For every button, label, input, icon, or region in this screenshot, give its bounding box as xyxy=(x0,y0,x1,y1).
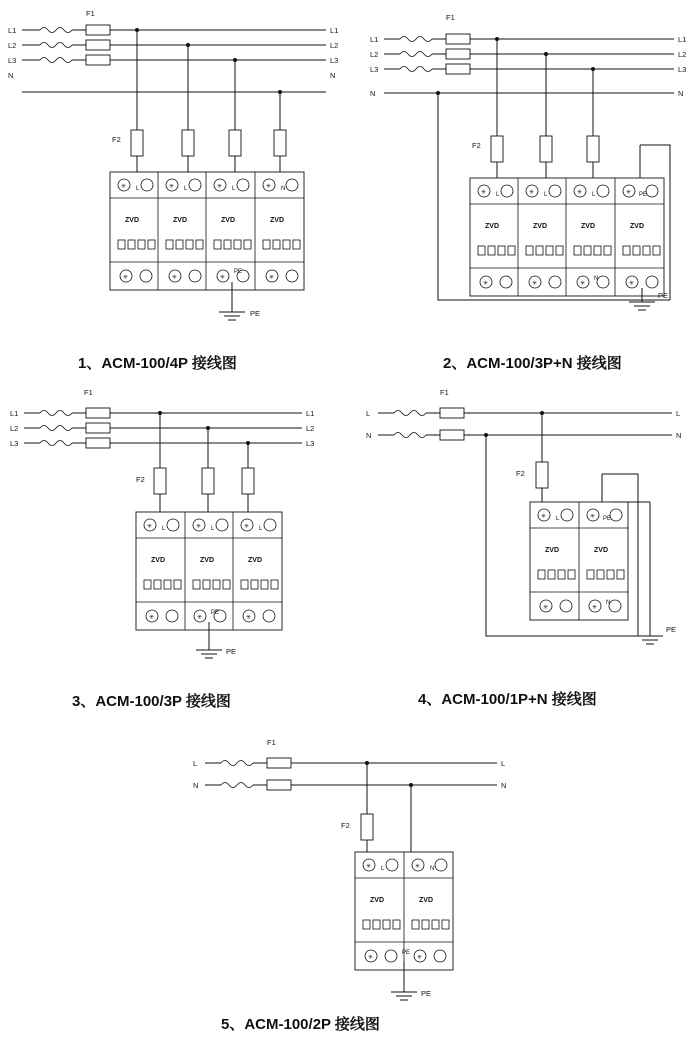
terminal-label-3: L xyxy=(232,186,236,192)
svg-text:✳: ✳ xyxy=(121,184,127,190)
diagram-acm-100-2p xyxy=(175,728,525,1018)
line-label-left-l2: L2 xyxy=(8,41,17,50)
svg-text:✳: ✳ xyxy=(629,281,635,287)
terminal-label-3: L xyxy=(259,526,263,532)
line-label-right-l1: L1 xyxy=(678,35,687,44)
line-label-left-l2: L2 xyxy=(370,50,379,59)
svg-text:✳: ✳ xyxy=(244,524,250,530)
line-label-right-n: N xyxy=(676,431,682,440)
line-label-left-l: L xyxy=(193,759,198,768)
terminal-label-2: PE xyxy=(603,516,612,522)
terminal-label-4: PE xyxy=(639,192,648,198)
line-label-left-l1: L1 xyxy=(370,35,379,44)
bottom-terminal-label-n: N xyxy=(594,276,599,282)
svg-text:✳: ✳ xyxy=(197,615,203,621)
bottom-terminal-label-n: N xyxy=(606,600,611,606)
module-label-2: ZVD xyxy=(419,897,433,904)
svg-text:✳: ✳ xyxy=(483,281,489,287)
line-label-left-n: N xyxy=(8,71,14,80)
line-label-right-l: L xyxy=(501,759,506,768)
line-label-right-l2: L2 xyxy=(330,41,339,50)
line-label-right-l1: L1 xyxy=(330,26,339,35)
caption-acm-100-1pn: 4、ACM-100/1P+N 接线图 xyxy=(418,691,597,708)
terminal-label-1: L xyxy=(381,866,385,872)
module-label-1: ZVD xyxy=(125,217,139,224)
line-label-right-l2: L2 xyxy=(306,424,315,433)
terminal-label-4: N xyxy=(281,186,286,192)
terminal-label-1: L xyxy=(136,186,140,192)
svg-text:✳: ✳ xyxy=(541,514,547,520)
terminal-label-1: L xyxy=(162,526,166,532)
module-label-1: ZVD xyxy=(370,897,384,904)
line-label-right-n: N xyxy=(330,71,336,80)
svg-text:✳: ✳ xyxy=(543,605,549,611)
svg-text:✳: ✳ xyxy=(196,524,202,530)
caption-acm-100-2p: 5、ACM-100/2P 接线图 xyxy=(221,1016,380,1033)
bottom-terminal-label-pe: PE xyxy=(234,269,243,275)
svg-text:✳: ✳ xyxy=(217,184,223,190)
fuse-label-f1: F1 xyxy=(267,738,276,747)
diagram-acm-100-1pn xyxy=(350,378,700,678)
line-label-right-n: N xyxy=(501,781,507,790)
svg-text:✳: ✳ xyxy=(220,275,226,281)
line-label-right-l2: L2 xyxy=(678,50,687,59)
svg-text:✳: ✳ xyxy=(366,864,372,870)
diagram-acm-100-4p xyxy=(0,0,350,345)
line-label-right-l3: L3 xyxy=(306,439,315,448)
module-label-2: ZVD xyxy=(200,557,214,564)
module-label-2: ZVD xyxy=(533,223,547,230)
svg-text:✳: ✳ xyxy=(577,190,583,196)
svg-text:✳: ✳ xyxy=(532,281,538,287)
caption-acm-100-3pn: 2、ACM-100/3P+N 接线图 xyxy=(443,355,622,372)
line-label-right-n: N xyxy=(678,89,684,98)
module-label-3: ZVD xyxy=(581,223,595,230)
svg-text:✳: ✳ xyxy=(592,605,598,611)
svg-text:✳: ✳ xyxy=(580,281,586,287)
line-label-left-l3: L3 xyxy=(10,439,19,448)
fuse-label-f1: F1 xyxy=(86,9,95,18)
terminal-label-2: L xyxy=(184,186,188,192)
terminal-label-1: L xyxy=(496,192,500,198)
svg-text:✳: ✳ xyxy=(481,190,487,196)
svg-text:✳: ✳ xyxy=(246,615,252,621)
module-label-3: ZVD xyxy=(248,557,262,564)
fuse-label-f2: F2 xyxy=(516,469,525,478)
line-label-left-l1: L1 xyxy=(10,409,19,418)
svg-text:✳: ✳ xyxy=(415,864,421,870)
diagram-acm-100-3p xyxy=(0,378,350,678)
earth-label: PE xyxy=(421,989,432,998)
module-label-3: ZVD xyxy=(221,217,235,224)
earth-label: PE xyxy=(666,625,677,634)
svg-text:✳: ✳ xyxy=(123,275,129,281)
module-label-1: ZVD xyxy=(485,223,499,230)
terminal-label-2: N xyxy=(430,866,435,872)
svg-text:✳: ✳ xyxy=(169,184,175,190)
fuse-label-f2: F2 xyxy=(112,135,121,144)
svg-text:✳: ✳ xyxy=(590,514,596,520)
line-label-left-l3: L3 xyxy=(8,56,17,65)
svg-text:✳: ✳ xyxy=(266,184,272,190)
line-label-left-n: N xyxy=(370,89,376,98)
module-label-2: ZVD xyxy=(594,547,608,554)
line-label-right-l3: L3 xyxy=(330,56,339,65)
fuse-label-f1: F1 xyxy=(446,13,455,22)
fuse-label-f2: F2 xyxy=(472,141,481,150)
earth-label: PE xyxy=(658,291,669,300)
module-label-1: ZVD xyxy=(545,547,559,554)
line-label-left-l3: L3 xyxy=(370,65,379,74)
fuse-label-f2: F2 xyxy=(341,821,350,830)
bottom-terminal-label-pe: PE xyxy=(402,950,411,956)
terminal-label-3: L xyxy=(592,192,596,198)
earth-label: PE xyxy=(226,647,237,656)
earth-label: PE xyxy=(250,309,261,318)
terminal-label-2: L xyxy=(544,192,548,198)
fuse-label-f1: F1 xyxy=(440,388,449,397)
fuse-label-f1: F1 xyxy=(84,388,93,397)
line-label-left-n: N xyxy=(193,781,199,790)
line-label-left-n: N xyxy=(366,431,372,440)
module-label-4: ZVD xyxy=(630,223,644,230)
svg-text:✳: ✳ xyxy=(368,955,374,961)
terminal-label-2: L xyxy=(211,526,215,532)
svg-text:✳: ✳ xyxy=(172,275,178,281)
terminal-label-1: L xyxy=(556,516,560,522)
fuse-label-f2: F2 xyxy=(136,475,145,484)
line-label-left-l1: L1 xyxy=(8,26,17,35)
module-label-2: ZVD xyxy=(173,217,187,224)
caption-acm-100-3p: 3、ACM-100/3P 接线图 xyxy=(72,693,231,710)
module-label-1: ZVD xyxy=(151,557,165,564)
svg-text:✳: ✳ xyxy=(147,524,153,530)
line-label-left-l: L xyxy=(366,409,371,418)
line-label-left-l2: L2 xyxy=(10,424,19,433)
line-label-right-l1: L1 xyxy=(306,409,315,418)
bottom-terminal-label-pe: PE xyxy=(211,610,220,616)
diagram-acm-100-3pn xyxy=(350,0,700,345)
svg-text:✳: ✳ xyxy=(626,190,632,196)
module-label-4: ZVD xyxy=(270,217,284,224)
svg-text:✳: ✳ xyxy=(149,615,155,621)
line-label-right-l: L xyxy=(676,409,681,418)
line-label-right-l3: L3 xyxy=(678,65,687,74)
svg-text:✳: ✳ xyxy=(529,190,535,196)
caption-acm-100-4p: 1、ACM-100/4P 接线图 xyxy=(78,355,237,372)
svg-text:✳: ✳ xyxy=(269,275,275,281)
svg-text:✳: ✳ xyxy=(417,955,423,961)
